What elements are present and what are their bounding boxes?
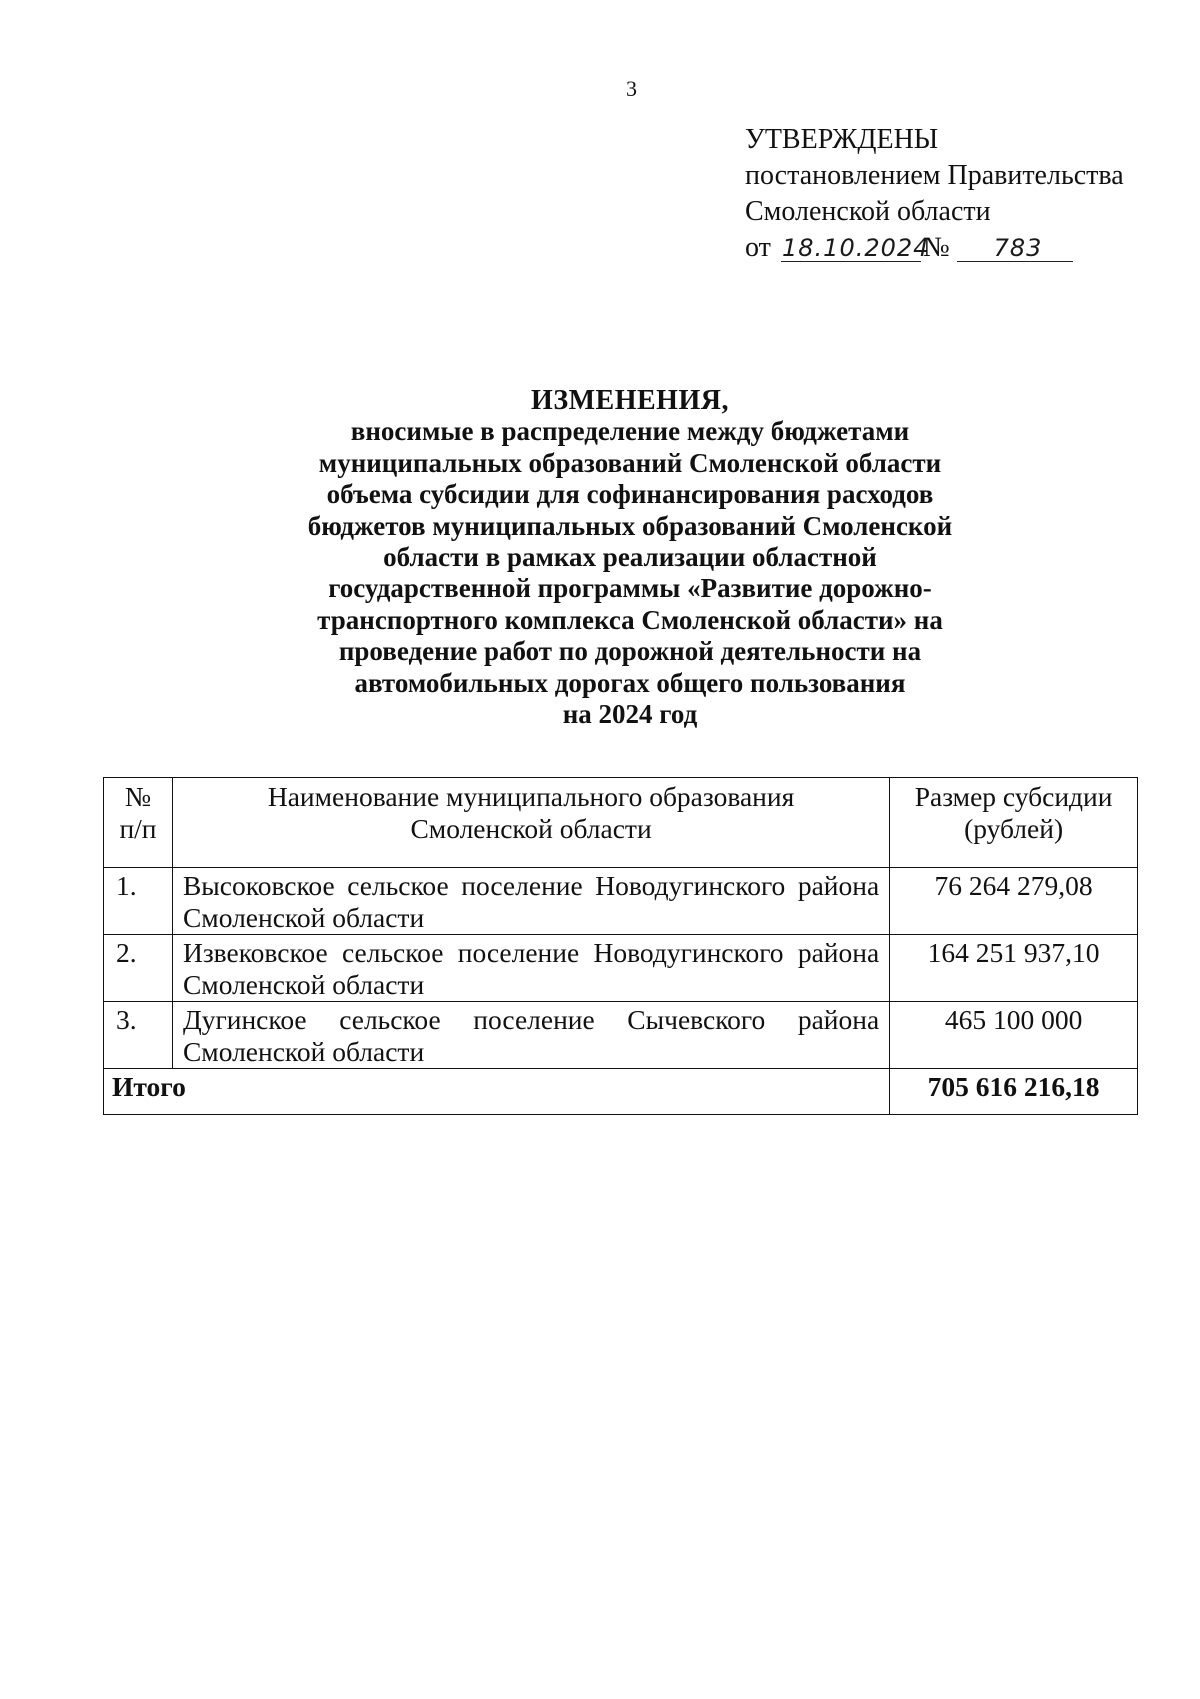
row-municipality: Высоковское сельское поселение Новодугинского района Смоленской области xyxy=(172,868,889,935)
table-row xyxy=(104,1002,1138,1069)
number-sign: № xyxy=(923,232,950,263)
approval-block xyxy=(745,122,1124,270)
handwritten-number: 783 xyxy=(993,234,1043,262)
title-line: государственной программы «Развитие дорожно- xyxy=(328,573,932,604)
approval-date-number-line xyxy=(745,230,1124,270)
row-municipality: Дугинское сельское поселение Сычевского района Смоленской области xyxy=(172,1002,889,1069)
title-line: транспортного комплекса Смоленской области» на xyxy=(317,604,943,635)
subsidy-table xyxy=(103,777,1138,1115)
approval-issuer: постановлением Правительства xyxy=(745,160,1124,191)
approval-heading: УТВЕРЖДЕНЫ xyxy=(745,124,939,155)
title-line: объема субсидии для софинансирования расходов xyxy=(326,479,934,510)
title-main: ИЗМЕНЕНИЯ, xyxy=(531,385,729,416)
title-line: области в рамках реализации областной xyxy=(383,542,877,573)
row-amount: 164 251 937,10 xyxy=(890,935,1138,1002)
row-number: 1. xyxy=(104,868,173,935)
row-amount: 76 264 279,08 xyxy=(890,868,1138,935)
header-amount-line1: Размер субсидии xyxy=(914,781,1113,812)
row-number: 2. xyxy=(104,935,173,1002)
date-underline xyxy=(781,261,921,262)
total-label: Итого xyxy=(104,1069,890,1115)
header-number-line1: № xyxy=(124,781,152,812)
title-line: проведение работ по дорожной деятельности на xyxy=(338,636,922,667)
title-line: бюджетов муниципальных образований Смоленской xyxy=(307,510,953,541)
row-municipality: Извековское сельское поселение Новодугинского района Смоленской области xyxy=(172,935,889,1002)
date-prefix: от xyxy=(745,232,771,263)
table-row xyxy=(104,868,1138,935)
number-underline xyxy=(957,261,1073,262)
handwritten-date: 18.10.2024 xyxy=(782,234,930,262)
row-amount: 465 100 000 xyxy=(890,1002,1138,1069)
document-title xyxy=(260,385,1000,730)
title-line: автомобильных дорогах общего пользования xyxy=(354,667,906,698)
title-line: муниципальных образований Смоленской области xyxy=(318,447,942,478)
header-number-line2: п/п xyxy=(119,813,157,844)
approval-region: Смоленской области xyxy=(745,196,991,227)
table-total-row xyxy=(104,1069,1138,1115)
header-name xyxy=(172,778,889,868)
header-number xyxy=(104,778,173,868)
header-amount-line2: (рублей) xyxy=(964,813,1064,844)
title-line: на 2024 год xyxy=(562,699,698,730)
header-amount xyxy=(890,778,1138,868)
title-line: вносимые в распределение между бюджетами xyxy=(350,416,910,447)
table-header-row xyxy=(104,778,1138,868)
page-number: 3 xyxy=(626,76,637,101)
header-name-line1: Наименование муниципального образования xyxy=(267,781,795,812)
table-row xyxy=(104,935,1138,1002)
row-number: 3. xyxy=(104,1002,173,1069)
total-amount: 705 616 216,18 xyxy=(890,1069,1138,1115)
header-name-line2: Смоленской области xyxy=(410,813,652,844)
